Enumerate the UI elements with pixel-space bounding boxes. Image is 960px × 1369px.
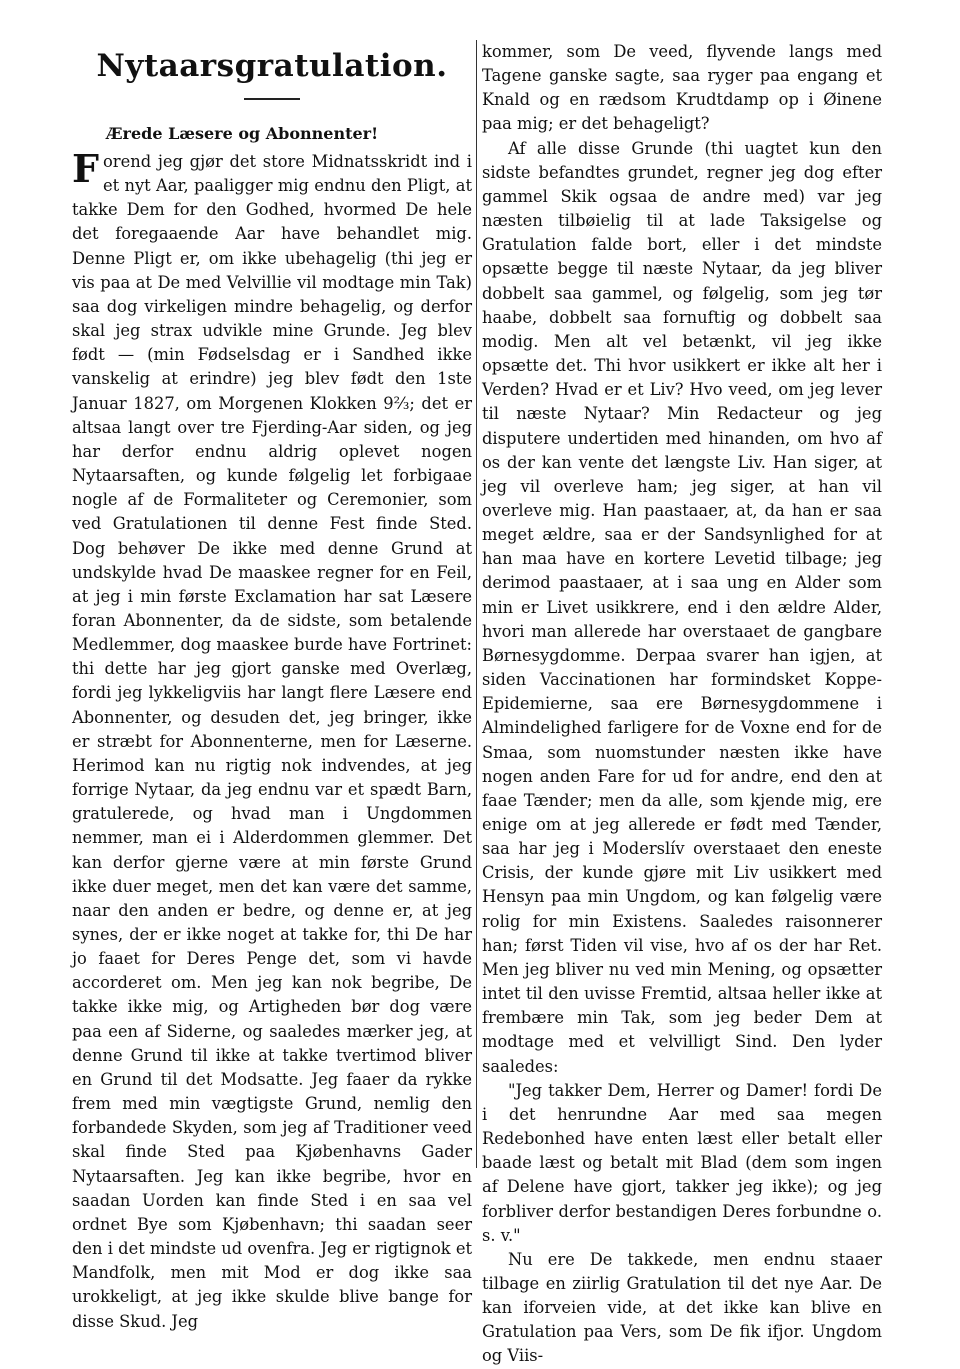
left-column <box>72 36 472 1331</box>
right-column <box>482 40 882 1366</box>
salutation: Ærede Læsere og Abonnenter! <box>106 124 379 143</box>
opening-paragraph <box>72 146 472 1334</box>
column-divider <box>476 40 477 1168</box>
thanks-quote <box>482 1079 882 1248</box>
article-title: Nytaarsgratulation. <box>96 48 448 84</box>
thanks-quote-text: "Jeg takker Dem, Herrer og Damer! fordi De i det henrundne Aar med saa megen Redebonhed have enten læst eller betalt eller baade læst og betalt mit Blad (dem som ingen af Delene have gjort, takker jeg ikke); og jeg forbliver derfor bestandigen Deres forbundne o. s. v." <box>482 1080 882 1245</box>
continuation-paragraph: kommer, som De veed, flyvende langs med Tagene ganske sagte, saa ryger paa engang et Knald og en rædsom Krudtdamp op i Øinene paa mig; er det behageligt? <box>482 42 882 134</box>
reasons-paragraph: Af alle disse Grunde (thi uagtet kun den sidste befandtes grundet, regner jeg dog efter gammel Skik ogsaa de andre med) var jeg næsten tilbøielig til at lade Taksigelse og Gratulation falde bort, eller i det mindste opsætte begge til næste Nytaar, da jeg bliver dobbelt saa gammel, og følgelig, som jeg tør haabe, dobbelt saa fornuftig og dobbelt saa modig. Men alt vel betænkt, vil jeg ikke opsætte det. Thi hvor usikkert er ikke alt her i Verden? Hvad er et Liv? Hvo veed, om jeg lever til næste Nytaar? Min Redacteur og jeg disputere undertiden med hinanden, om hvo af os der kan vente det længste Liv. Han siger, at jeg vil overleve ham; jeg siger, at han vil overleve mig. Han paastaaer, at, da han er saa meget ældre, saa er der Sandsynlighed for at han maa have en kortere Levetid tilbage; jeg derimod paastaaer, at i saa ung en Alder som min er Livet usikkrere, end i den ældre Alder, hvori man allerede har overstaaet de gangbare Børnesygdomme. Derpaa svarer han igjen, at siden Vaccinationen har formindsket Koppe-Epidemierne, saa ere Børnesygdommene i Almindelighed farligere for de Voxne end for de Smaa, som nuomstunder næsten ikke have nogen anden Fare for ud for andre, end den at faae Tænder; men da alle, som kjende mig, ere enige om at jeg allerede er født med Tænder, saa har jeg i Moderslív overstaaet den eneste Crisis, der kunde gjøre mit Liv usikkert med Hensyn paa min Ungdom, og kan følgelig være rolig for min Existens. Saaledes raisonnerer han; først Tiden vil vise, hvo af os der har Ret. Men jeg bliver nu ved min Mening, og opsætter intet til den uvisse Fremtid, altsaa heller ikke at frembære min Tak, som jeg beder Dem at modtage med et velvilligt Sind. Den lyder saaledes: <box>482 138 882 1076</box>
drop-cap: F <box>72 146 99 191</box>
title-divider <box>244 98 300 100</box>
closing-paragraph: Nu ere De takkede, men endnu staaer tilbage en ziirlig Gratulation til det nye Aar. De kan iforveien vide, at det ikke kan blive en Gratulation paa Vers, som De fik ifjor. Ungdom og Viis- <box>482 1249 882 1366</box>
opening-paragraph-text: orend jeg gjør det store Midnatsskridt ind i et nyt Aar, paaligger mig endnu den Pligt, at takke Dem for den Godhed, hvormed De hele det foregaaende Aar have behandlet mig. Denne Pligt er, om ikke ubehagelig (thi jeg er vis paa at De med Velvillie vil modtage min Tak) saa dog virkeligen mindre behagelig, og derfor skal jeg strax udvikle mine Grunde. Jeg blev født — (min Fødselsdag er i Sandhed ikke vanskelig at erindre) jeg blev født den 1ste Januar 1827, om Morgenen Klokken 9⅔; det er altsaa langt over tre Fjerding-Aar siden, og jeg har derfor endnu aldrig oplevet nogen Nytaarsaften, og kunde følgelig let forbigaae nogle af de Formaliteter og Ceremonier, som ved Gratulationen til denne Fest finde Sted. Dog behøver De ikke med denne Grund at undskylde hvad De maaskee regner for en Feil, at jeg i min første Exclamation har sat Læsere foran Abonnenter, da de sidste, som betalende Medlemmer, dog maaskee burde have Fortrinet: thi dette har jeg gjort ganske med Overlæg, fordi jeg lykkeligviis har langt flere Læsere end Abonnenter, og desuden det, jeg bringer, ikke er stræbt for Abonnenterne, men for Læserne. Herimod kan nu rigtig nok indvendes, at jeg forrige Nytaar, da jeg endnu var et spædt Barn, gratulerede, og hvad man i Ungdommen nemmer, man ei i Alderdommen glemmer. Det kan derfor gjerne være at min første Grund ikke duer meget, men det kan være det samme, naar den anden er bedre, og denne er, at jeg synes, der er ikke noget at takke for, thi De har jo faaet for Deres Penge det, som vi havde accorderet om. Men jeg kan nok begribe, De takke ikke mig, og Artigheden bør dog være paa een af Siderne, og saaledes mærker jeg, at denne Grund til ikke at takke tvertimod bliver en Grund til det Modsatte. Jeg faaer da rykke frem med min vægtigste Grund, nemlig den forbandede Skyden, som jeg af Traditioner veed skal finde Sted paa Kjøbenhavns Gader Nytaarsaften. Jeg kan ikke begribe, hvor en saadan Uorden kan finde Sted i en saa vel ordnet Bye som Kjøbenhavn; thi saadan seer den i det mindste ud ovenfra. Jeg er rigtignok et Mandfolk, men mit Mod er dog ikke saa urokkeligt, at jeg ikke skulde blive bange for disse Skud. Jeg <box>72 152 472 1331</box>
